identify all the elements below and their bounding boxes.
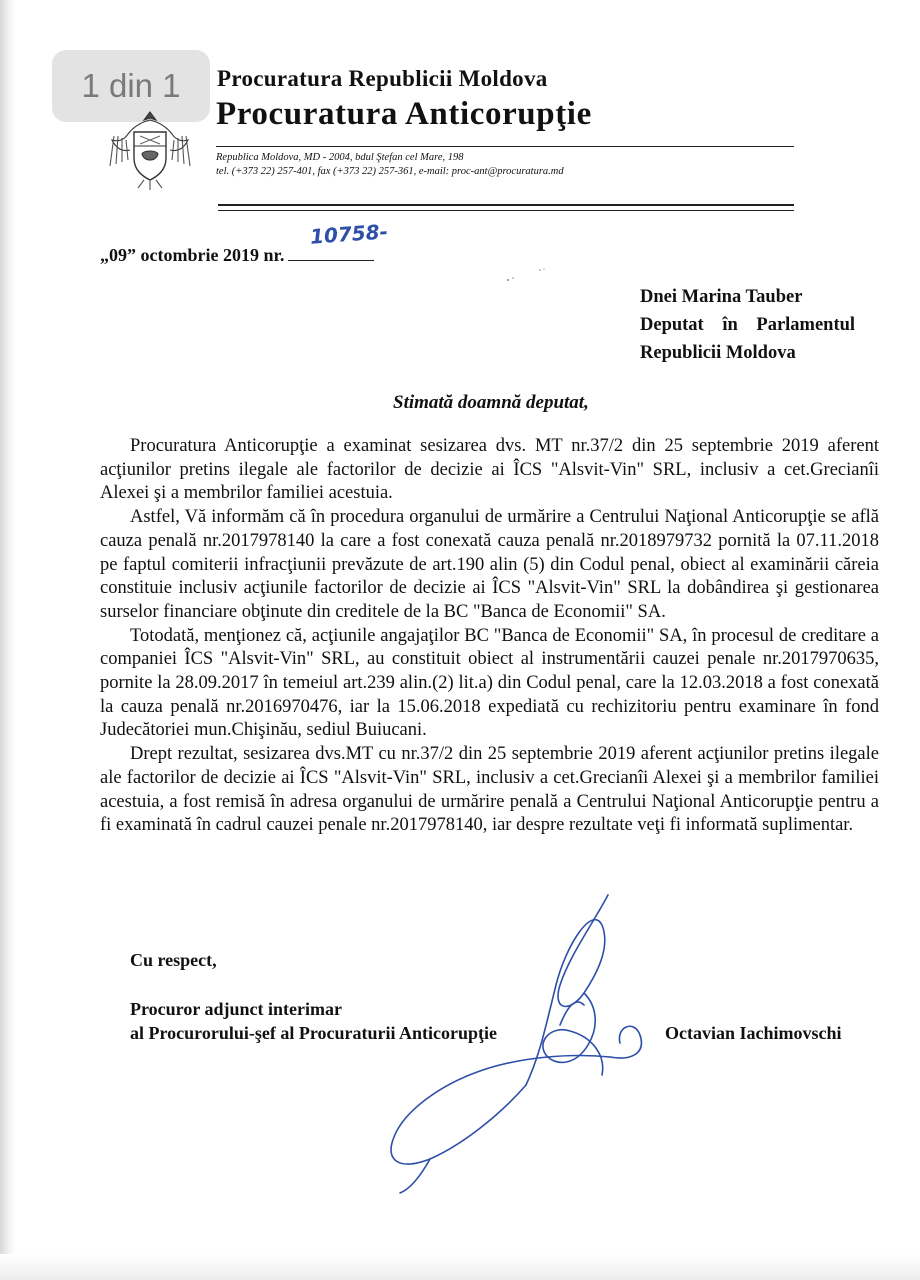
institution-name: Procuratura Republicii Moldova [217, 66, 548, 91]
signatory-title [130, 997, 497, 1045]
signatory-name: Octavian Iachimovschi [665, 1023, 842, 1043]
department-name: Procuratura Anticorupţie [216, 96, 592, 132]
dateline [100, 219, 389, 266]
registration-number-field [288, 219, 389, 261]
body-paragraph: Totodată, menţionez că, acţiunile angajaţilor BC "Banca de Economii" SA, în procesul de creditare a companiei ÎCS "Alsvit-Vin" SRL, au constituit obiect al instrumentării cauzei penale nr.2017970635, pornite la 28.09.2017 în temeiul art.239 alin.(2) lit.a) din Codul penal, care la 12.03.2018 a fost conexată la cauza penală nr.2016970476, iar la 15.06.2018 expediată cu rechizitoriu pentru examinare în fond Judecătoriei mun.Chişinău, sediul Buiucani. [100, 625, 879, 741]
body-paragraph: Procuratura Anticorupţie a examinat sesizarea dvs. MT nr.37/2 din 25 septembrie 2019 aferent acţiunilor pretins ilegale ale factorilor de decizie ai ÎCS "Alsvit-Vin" SRL, inclusiv a cet.Grecianîi Alexei şi a membrilor familiei acestuia. [100, 436, 879, 504]
page-edge-shadow [0, 0, 16, 1280]
closing-phrase: Cu respect, [130, 950, 217, 970]
addressee-block [640, 283, 855, 367]
page-bottom-edge [0, 1254, 920, 1280]
signatory-title-line2: al Procurorului-şef al Procuraturii Anticorupţie [130, 1023, 497, 1043]
paper-specks [500, 262, 560, 292]
addressee-position: Deputat în Parlamentul [640, 315, 856, 335]
body-paragraph: Astfel, Vă informăm că în procedura organului de urmărire a Centrului Naţional Anticorupţie se află cauza penală nr.2017978140 la care a fost conexată cauza penală nr.2018979732 pornită la 07.11.2018 pe faptul comiterii infracţiunii prevăzute de art.190 alin (5) din Codul penal, obiect al examinării căreia constituie inclusiv acţiunile factorilor de decizie ai ÎCS "Alsvit-Vin" SRL la dobândirea şi gestionarea surselor financiare obţinute din creditele de la BC "Banca de Economii" SA. [100, 507, 879, 622]
postal-address: Republica Moldova, MD - 2004, bdul Ştefan cel Mare, 198 [216, 152, 464, 163]
letterhead-double-rule [218, 204, 794, 211]
header-divider [216, 146, 794, 147]
registration-number: 10758- [309, 219, 389, 249]
page-indicator: 1 din 1 [52, 50, 210, 122]
addressee-name: Dnei Marina Tauber [640, 287, 803, 307]
salutation: Stimată doamnă deputat, [393, 392, 589, 413]
coat-of-arms-icon [104, 106, 196, 192]
document-date: „09” octombrie 2019 nr. [100, 245, 285, 265]
addressee-country: Republicii Moldova [640, 343, 796, 363]
signatory-title-line1: Procuror adjunct interimar [130, 999, 342, 1019]
letter-body [100, 435, 879, 838]
contact-details: tel. (+373 22) 257-401, fax (+373 22) 257-361, e-mail: proc-ant@procuratura.md [216, 166, 564, 177]
body-paragraph: Drept rezultat, sesizarea dvs.MT cu nr.37/2 din 25 septembrie 2019 aferent acţiunilor pretins ilegale ale factorilor de decizie ai ÎCS "Alsvit-Vin" SRL, inclusiv a cet.Grecianîi Alexei şi a membrilor familiei acestuia, a fost remisă în adresa organului de urmărire penală a Centrului Naţional Anticorupţie pentru a fi examinată în cadrul cauzei penale nr.2017978140, iar despre rezultate veţi fi informată suplimentar. [100, 744, 879, 836]
